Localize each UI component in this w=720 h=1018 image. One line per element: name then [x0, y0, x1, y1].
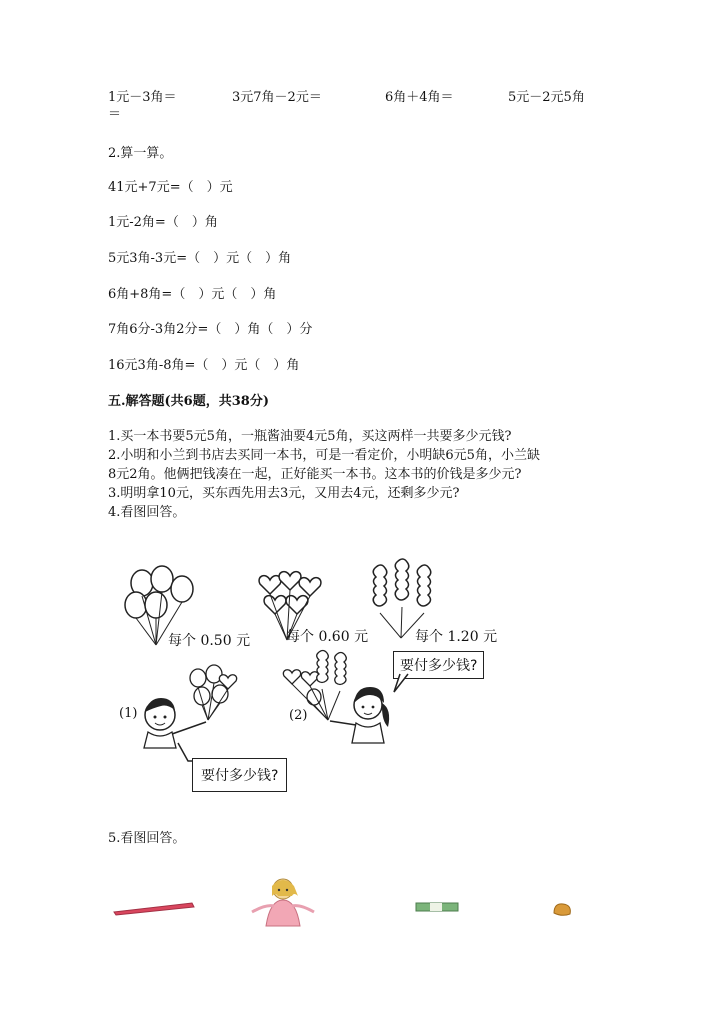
doll-icon [248, 876, 318, 928]
eraser-icon [414, 900, 460, 914]
figure-label-1: (1) [119, 706, 138, 721]
row1-item-4: 5元－2元5角 [508, 90, 585, 105]
section2-title: 2.算一算。 [108, 146, 173, 161]
row1 [108, 89, 608, 107]
price-label-1: 每个 0.50 元 [168, 633, 251, 649]
calc-line-5: 7角6分-3角2分=（ ）角（ ）分 [108, 322, 313, 337]
row1-wrap: ＝ [108, 107, 122, 122]
pencil-icon [112, 900, 197, 916]
speech-bubble-1: 要付多少钱? [192, 758, 287, 792]
speech-bubble-2: 要付多少钱? [393, 651, 484, 679]
question-5: 5.看图回答。 [108, 831, 186, 846]
small-toy-icon [550, 901, 574, 917]
section5-title: 五.解答题(共6题，共38分) [108, 394, 269, 409]
question-2-line-2: 8元2角。他俩把钱凑在一起，正好能买一本书。这本书的价钱是多少元? [108, 467, 522, 482]
calc-line-1: 41元+7元=（ ）元 [108, 180, 233, 195]
question-2-line-1: 2.小明和小兰到书店去买同一本书，可是一看定价，小明缺6元5角，小兰缺 [108, 448, 540, 463]
row1-item-2: 3元7角－2元＝ [232, 90, 322, 105]
calc-line-3: 5元3角-3元=（ ）元（ ）角 [108, 251, 292, 266]
question-3: 3.明明拿10元，买东西先用去3元，又用去4元，还剩多少元? [108, 486, 460, 501]
question-1: 1.买一本书要5元5角，一瓶酱油要4元5角，买这两样一共要多少元钱? [108, 429, 512, 444]
figure-label-2: (2) [289, 708, 308, 723]
price-label-2: 每个 0.60 元 [286, 629, 369, 645]
row1-item-3: 6角＋4角＝ [385, 90, 454, 105]
price-label-3: 每个 1.20 元 [415, 629, 498, 645]
question-4: 4.看图回答。 [108, 505, 186, 520]
row1-item-1: 1元－3角＝ [108, 90, 177, 105]
girl-with-balloons-icon [280, 645, 405, 745]
boy-with-balloons-icon [140, 660, 240, 750]
calc-line-6: 16元3角-8角=（ ）元（ ）角 [108, 358, 300, 373]
calc-line-4: 6角+8角=（ ）元（ ）角 [108, 287, 277, 302]
calc-line-2: 1元-2角=（ ）角 [108, 215, 218, 230]
